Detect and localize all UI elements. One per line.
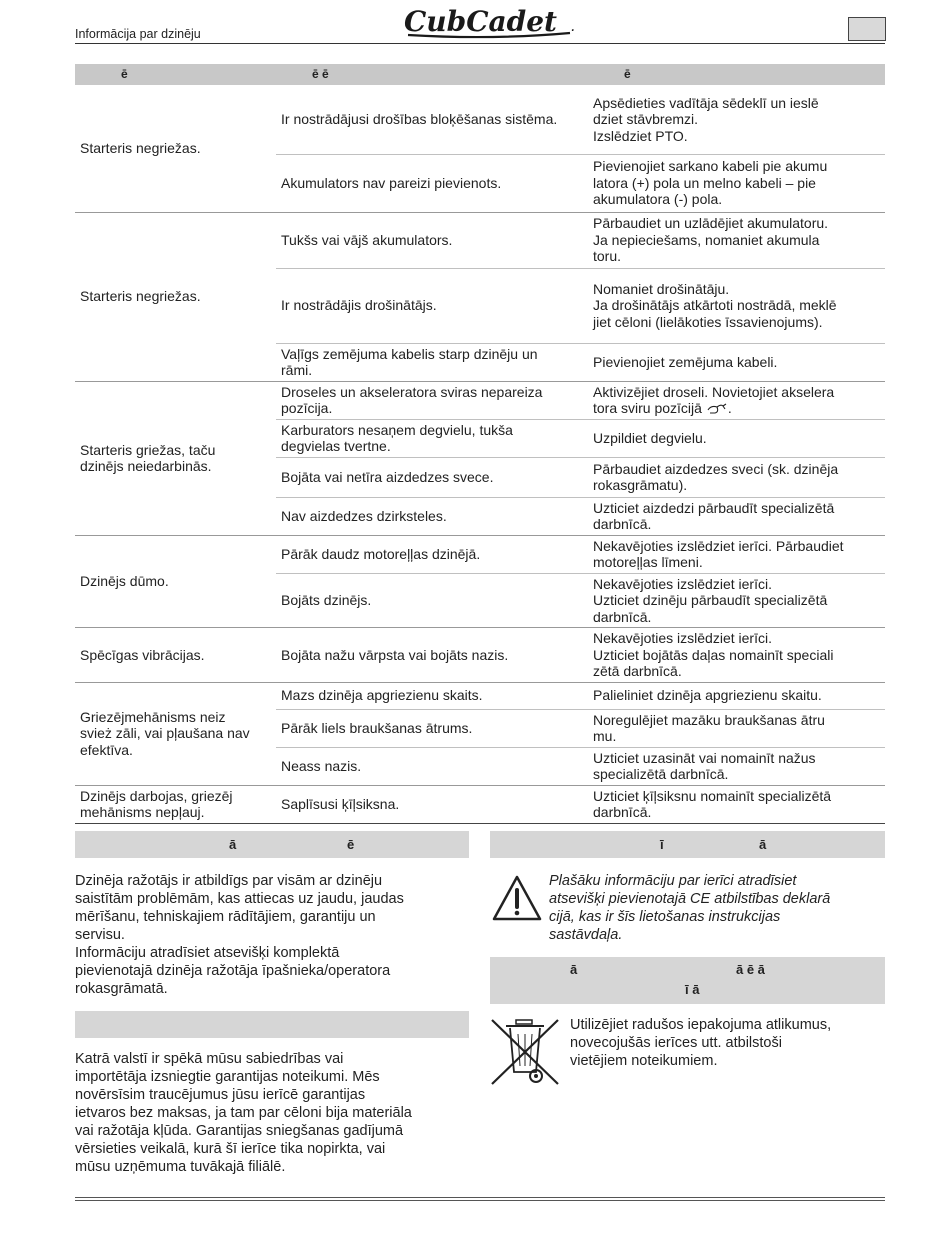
table-row xyxy=(75,212,885,268)
remedy-cell: Pārbaudiet un uzlādējiet akumulatoru. Ja nepieciešams, nomaniet akumula toru. xyxy=(588,212,885,268)
header-rule xyxy=(75,43,885,44)
disposal-section-band xyxy=(490,957,885,1004)
conformity-band-title-a: ī xyxy=(660,837,664,852)
remedy-cell xyxy=(588,381,885,419)
cause-cell: Karburators nesaņem degvielu, tukša degvielas tvertne. xyxy=(276,419,588,457)
section-title: Informācija par dzinēju xyxy=(75,27,201,41)
cause-cell: Vaļīgs zemējuma kabelis starp dzinēju un rāmi. xyxy=(276,343,588,381)
warning-triangle-icon xyxy=(492,875,542,921)
remedy-cell: Uzticiet aizdedzi pārbaudīt specializētā darbnīcā. xyxy=(588,497,885,535)
remedy-suffix: . xyxy=(727,400,732,416)
warranty-section-band xyxy=(75,1011,469,1038)
table-row xyxy=(75,535,885,573)
engine-section-band xyxy=(75,831,469,858)
engine-band-title-a: ā xyxy=(229,837,237,852)
conformity-section-band xyxy=(490,831,885,858)
table-row xyxy=(75,381,885,419)
warranty-section-text: Katrā valstī ir spēkā mūsu sabiedrības vai importētāja izsniegtie garantijas noteikumi. Mēs novērsīsim traucējumus jūsu ierīcē garantijas ietvaros bez maksas, ja tam par cēloni bija materiāla vai ražotāja kļūda. Garantijas sniegšanas gadījumā vērsieties veikalā, kurā šī ierīce tika nopirkta, vai mūsu uzņēmuma tuvākajā filiālē. xyxy=(75,1051,412,1175)
engine-section-text: Dzinēja ražotājs ir atbildīgs par visām ar dzinēju saistītām problēmām, kas attiecas uz jaudu, jaudas mērīšanu, tehniskajiem rādītājiem, garantiju un servisu. Informāciju atradīsiet atsevišķi komplektā pievienotajā dzinēja ražotāja īpašnieka/operatora rokasgrāmatā. xyxy=(75,873,404,997)
remedy-cell: Uzpildiet degvielu. xyxy=(588,419,885,457)
table-row xyxy=(75,785,885,823)
disposal-band-line1-a: ā xyxy=(570,962,578,977)
problem-cell: Spēcīgas vibrācijas. xyxy=(75,628,276,683)
remedy-cell: Uzticiet uzasināt vai nomainīt nažus specializētā darbnīcā. xyxy=(588,747,885,785)
table-row xyxy=(75,85,885,154)
cause-cell: Pārāk liels braukšanas ātrums. xyxy=(276,709,588,747)
troubleshooting-table xyxy=(75,85,885,824)
cause-cell: Ir nostrādājis drošinātājs. xyxy=(276,268,588,343)
cause-cell: Nav aizdedzes dzirksteles. xyxy=(276,497,588,535)
cub-cadet-logo xyxy=(402,2,582,42)
cause-cell: Ir nostrādājusi drošības bloķēšanas sistēma. xyxy=(276,85,588,154)
crossed-bin-icon xyxy=(490,1016,560,1088)
engine-band-title-b: ē xyxy=(347,837,355,852)
footer-rule-top xyxy=(75,1197,885,1198)
remedy-cell: Nomaniet drošinātāju. Ja drošinātājs atkārtoti nostrādā, meklē jiet cēloni (lielākoties īssavienojums). xyxy=(588,268,885,343)
page-number-box xyxy=(848,17,886,41)
conformity-band-title-b: ā xyxy=(759,837,767,852)
problem-cell: Dzinējs dūmo. xyxy=(75,535,276,628)
cause-cell: Bojāta vai netīra aizdedzes svece. xyxy=(276,457,588,497)
header-remedy: ē xyxy=(624,67,631,81)
remedy-text: Aktivizējiet droseli. Novietojiet akselera tora sviru pozīcijā xyxy=(593,383,835,416)
problem-cell: Dzinējs darbojas, griezēj mehānisms nepļauj. xyxy=(75,785,276,823)
logo-mark: . xyxy=(571,23,575,34)
problem-cell: Griezējmehānisms neiz svież zāli, vai pļaušana nav efektīva. xyxy=(75,682,276,785)
remedy-cell: Pievienojiet zemējuma kabeli. xyxy=(588,343,885,381)
logo-text: CubCadet xyxy=(404,5,557,38)
cause-cell: Neass nazis. xyxy=(276,747,588,785)
cause-cell: Bojāts dzinējs. xyxy=(276,573,588,628)
rabbit-icon xyxy=(706,401,728,415)
disposal-section-text: Utilizējiet radušos iepakojuma atlikumus, novecojušās ierīces utt. atbilstoši vietējiem noteikumiem. xyxy=(570,1017,832,1069)
table-row xyxy=(75,628,885,683)
cause-cell: Saplīsusi ķīļsiksna. xyxy=(276,785,588,823)
header-cause: ē ē xyxy=(312,67,329,81)
remedy-cell: Uzticiet ķīļsiksnu nomainīt specializētā darbnīcā. xyxy=(588,785,885,823)
header-problem: ē xyxy=(121,67,128,81)
disposal-band-line2: ī ā xyxy=(685,982,700,997)
remedy-cell: Nekavējoties izslēdziet ierīci. Uzticiet dzinēju pārbaudīt specializētā darbnīcā. xyxy=(588,573,885,628)
conformity-section-text: Plašāku informāciju par ierīci atradīsiet atsevišķi pievienotajā CE atbilstības deklarā cijā, kas ir šīs lietošanas instrukcijas sastāvdaļa. xyxy=(549,873,831,943)
problem-cell: Starteris griežas, taču dzinējs neiedarbinās. xyxy=(75,381,276,535)
remedy-cell: Pievienojiet sarkano kabeli pie akumu latora (+) pola un melno kabeli – pie akumulatora (-) pola. xyxy=(588,154,885,212)
table-header xyxy=(75,64,885,85)
remedy-cell: Pārbaudiet aizdedzes sveci (sk. dzinēja rokasgrāmatu). xyxy=(588,457,885,497)
remedy-cell: Apsēdieties vadītāja sēdeklī un ieslē dziet stāvbremzi. Izslēdziet PTO. xyxy=(588,85,885,154)
remedy-cell: Noregulējiet mazāku braukšanas ātru mu. xyxy=(588,709,885,747)
cause-cell: Tukšs vai vājš akumulators. xyxy=(276,212,588,268)
problem-cell: Starteris negriežas. xyxy=(75,212,276,381)
cause-cell: Droseles un akseleratora sviras nepareiza pozīcija. xyxy=(276,381,588,419)
remedy-cell: Nekavējoties izslēdziet ierīci. Uzticiet bojātās daļas nomainīt speciali zētā darbnīcā. xyxy=(588,628,885,683)
remedy-cell: Nekavējoties izslēdziet ierīci. Pārbaudiet motoreļļas līmeni. xyxy=(588,535,885,573)
problem-cell: Starteris negriežas. xyxy=(75,85,276,212)
cause-cell: Akumulators nav pareizi pievienots. xyxy=(276,154,588,212)
cause-cell: Bojāta nažu vārpsta vai bojāts nazis. xyxy=(276,628,588,683)
table-row xyxy=(75,682,885,709)
remedy-cell: Palieliniet dzinēja apgriezienu skaitu. xyxy=(588,682,885,709)
footer-rule-bottom xyxy=(75,1200,885,1201)
cause-cell: Pārāk daudz motoreļļas dzinējā. xyxy=(276,535,588,573)
disposal-band-line1-b: ā ē ā xyxy=(736,962,765,977)
cause-cell: Mazs dzinēja apgriezienu skaits. xyxy=(276,682,588,709)
